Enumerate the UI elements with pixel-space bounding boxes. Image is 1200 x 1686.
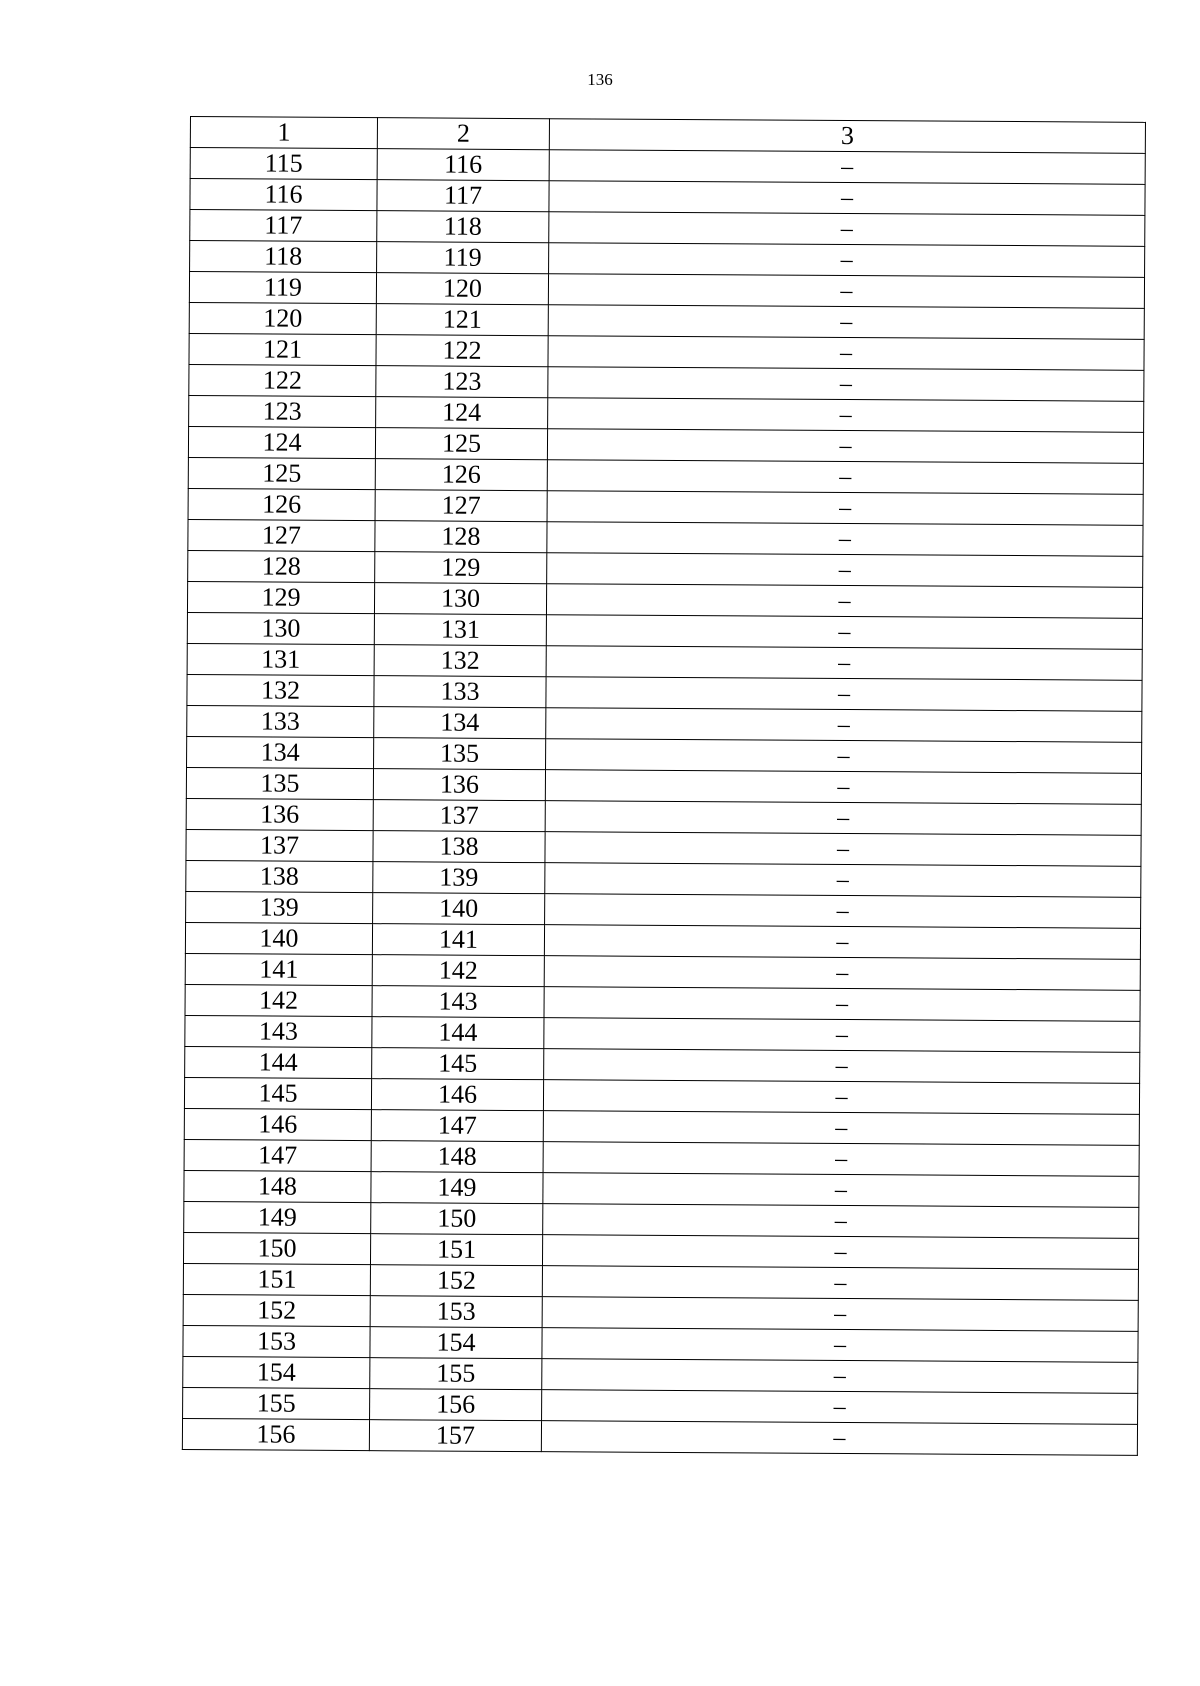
cell-col-1: 132: [187, 674, 374, 706]
cell-col-2: 142: [372, 955, 544, 987]
page-number: 136: [587, 70, 613, 89]
cell-col-2: 144: [372, 1017, 544, 1049]
column-header-1: 1: [190, 117, 377, 149]
cell-col-1: 133: [187, 705, 374, 737]
cell-col-2: 147: [371, 1110, 543, 1142]
cell-col-2: 135: [374, 738, 546, 770]
cell-col-1: 127: [188, 519, 375, 551]
cell-col-3: –: [546, 646, 1142, 681]
cell-col-3: –: [549, 243, 1145, 278]
cell-col-2: 136: [373, 769, 545, 801]
cell-col-1: 140: [185, 922, 372, 954]
cell-col-1: 123: [189, 395, 376, 427]
cell-col-3: –: [542, 1297, 1138, 1332]
cell-col-3: –: [547, 460, 1143, 495]
cell-col-1: 126: [188, 488, 375, 520]
cell-col-2: 132: [374, 645, 546, 677]
cell-col-1: 131: [187, 643, 374, 675]
cell-col-1: 124: [188, 426, 375, 458]
cell-col-1: 125: [188, 457, 375, 489]
cell-col-2: 126: [375, 459, 547, 491]
cell-col-3: –: [545, 801, 1141, 836]
cell-col-3: –: [547, 429, 1143, 464]
cell-col-3: –: [545, 832, 1141, 867]
cell-col-1: 147: [184, 1139, 371, 1171]
cell-col-3: –: [542, 1390, 1138, 1425]
cell-col-3: –: [548, 398, 1144, 433]
cell-col-2: 133: [374, 676, 546, 708]
cell-col-3: –: [544, 1049, 1140, 1084]
cell-col-1: 141: [185, 953, 372, 985]
cell-col-1: 149: [184, 1201, 371, 1233]
cell-col-3: –: [545, 894, 1141, 929]
cell-col-2: 116: [377, 149, 549, 181]
cell-col-3: –: [546, 708, 1142, 743]
cell-col-1: 128: [188, 550, 375, 582]
cell-col-1: 146: [184, 1108, 371, 1140]
cell-col-3: –: [545, 770, 1141, 805]
cell-col-2: 128: [375, 521, 547, 553]
cell-col-3: –: [544, 987, 1140, 1022]
cell-col-1: 137: [186, 829, 373, 861]
cell-col-1: 122: [189, 364, 376, 396]
cell-col-2: 149: [371, 1172, 543, 1204]
cell-col-3: –: [544, 925, 1140, 960]
cell-col-1: 134: [187, 736, 374, 768]
cell-col-2: 137: [373, 800, 545, 832]
cell-col-2: 123: [376, 366, 548, 398]
cell-col-3: –: [548, 367, 1144, 402]
cell-col-2: 138: [373, 831, 545, 863]
cell-col-2: 148: [371, 1141, 543, 1173]
cell-col-1: 121: [189, 333, 376, 365]
cell-col-1: 153: [183, 1325, 370, 1357]
cell-col-3: –: [548, 274, 1144, 309]
cell-col-1: 152: [183, 1294, 370, 1326]
cell-col-2: 140: [373, 893, 545, 925]
cell-col-3: –: [547, 491, 1143, 526]
cell-col-3: –: [547, 522, 1143, 557]
cell-col-1: 154: [183, 1356, 370, 1388]
cell-col-2: 154: [370, 1327, 542, 1359]
column-header-2: 2: [377, 118, 549, 150]
cell-col-1: 156: [182, 1418, 369, 1450]
cell-col-2: 134: [374, 707, 546, 739]
cell-col-2: 150: [371, 1203, 543, 1235]
cell-col-2: 117: [377, 180, 549, 212]
cell-col-2: 145: [372, 1048, 544, 1080]
cell-col-1: 135: [186, 767, 373, 799]
cell-col-1: 144: [185, 1046, 372, 1078]
data-table: [182, 116, 1146, 1456]
cell-col-3: –: [543, 1204, 1139, 1239]
cell-col-3: –: [548, 336, 1144, 371]
cell-col-2: 155: [370, 1358, 542, 1390]
cell-col-1: 145: [184, 1077, 371, 1109]
cell-col-1: 115: [190, 148, 377, 180]
cell-col-1: 142: [185, 984, 372, 1016]
cell-col-1: 136: [186, 798, 373, 830]
cell-col-3: –: [542, 1266, 1138, 1301]
cell-col-3: –: [542, 1359, 1138, 1394]
table-body: [182, 148, 1145, 1456]
cell-col-1: 139: [186, 891, 373, 923]
cell-col-2: 120: [376, 273, 548, 305]
cell-col-2: 119: [377, 242, 549, 274]
cell-col-3: –: [543, 1111, 1139, 1146]
cell-col-3: –: [541, 1421, 1137, 1456]
cell-col-2: 157: [369, 1420, 541, 1452]
cell-col-2: 122: [376, 335, 548, 367]
cell-col-2: 124: [376, 397, 548, 429]
cell-col-1: 138: [186, 860, 373, 892]
cell-col-3: –: [549, 181, 1145, 216]
cell-col-2: 141: [372, 924, 544, 956]
cell-col-1: 155: [183, 1387, 370, 1419]
cell-col-2: 146: [371, 1079, 543, 1111]
cell-col-2: 127: [375, 490, 547, 522]
cell-col-1: 130: [187, 612, 374, 644]
cell-col-2: 143: [372, 986, 544, 1018]
cell-col-3: –: [549, 150, 1145, 185]
cell-col-1: 148: [184, 1170, 371, 1202]
cell-col-2: 139: [373, 862, 545, 894]
cell-col-1: 119: [189, 272, 376, 304]
cell-col-3: –: [542, 1235, 1138, 1270]
cell-col-3: –: [543, 1080, 1139, 1115]
cell-col-1: 150: [183, 1232, 370, 1264]
cell-col-3: –: [543, 1173, 1139, 1208]
cell-col-1: 120: [189, 302, 376, 334]
cell-col-3: –: [542, 1328, 1138, 1363]
cell-col-3: –: [544, 1018, 1140, 1053]
cell-col-1: 116: [190, 179, 377, 211]
cell-col-2: 131: [374, 614, 546, 646]
cell-col-3: –: [546, 739, 1142, 774]
cell-col-2: 129: [375, 552, 547, 584]
cell-col-1: 151: [183, 1263, 370, 1295]
cell-col-1: 117: [190, 210, 377, 242]
cell-col-1: 118: [190, 241, 377, 273]
cell-col-2: 118: [377, 211, 549, 243]
cell-col-2: 152: [370, 1265, 542, 1297]
cell-col-2: 125: [375, 428, 547, 460]
cell-col-2: 121: [376, 304, 548, 336]
cell-col-3: –: [546, 677, 1142, 712]
cell-col-1: 143: [185, 1015, 372, 1047]
cell-col-3: –: [545, 863, 1141, 898]
column-header-3: 3: [549, 119, 1145, 154]
cell-col-3: –: [546, 615, 1142, 650]
cell-col-3: –: [549, 212, 1145, 247]
table-row: [182, 1418, 1137, 1455]
cell-col-3: –: [546, 584, 1142, 619]
cell-col-2: 156: [370, 1389, 542, 1421]
cell-col-2: 151: [370, 1234, 542, 1266]
cell-col-3: –: [544, 956, 1140, 991]
cell-col-2: 153: [370, 1296, 542, 1328]
cell-col-3: –: [548, 305, 1144, 340]
cell-col-3: –: [543, 1142, 1139, 1177]
cell-col-1: 129: [187, 581, 374, 613]
cell-col-3: –: [547, 553, 1143, 588]
cell-col-2: 130: [374, 583, 546, 615]
